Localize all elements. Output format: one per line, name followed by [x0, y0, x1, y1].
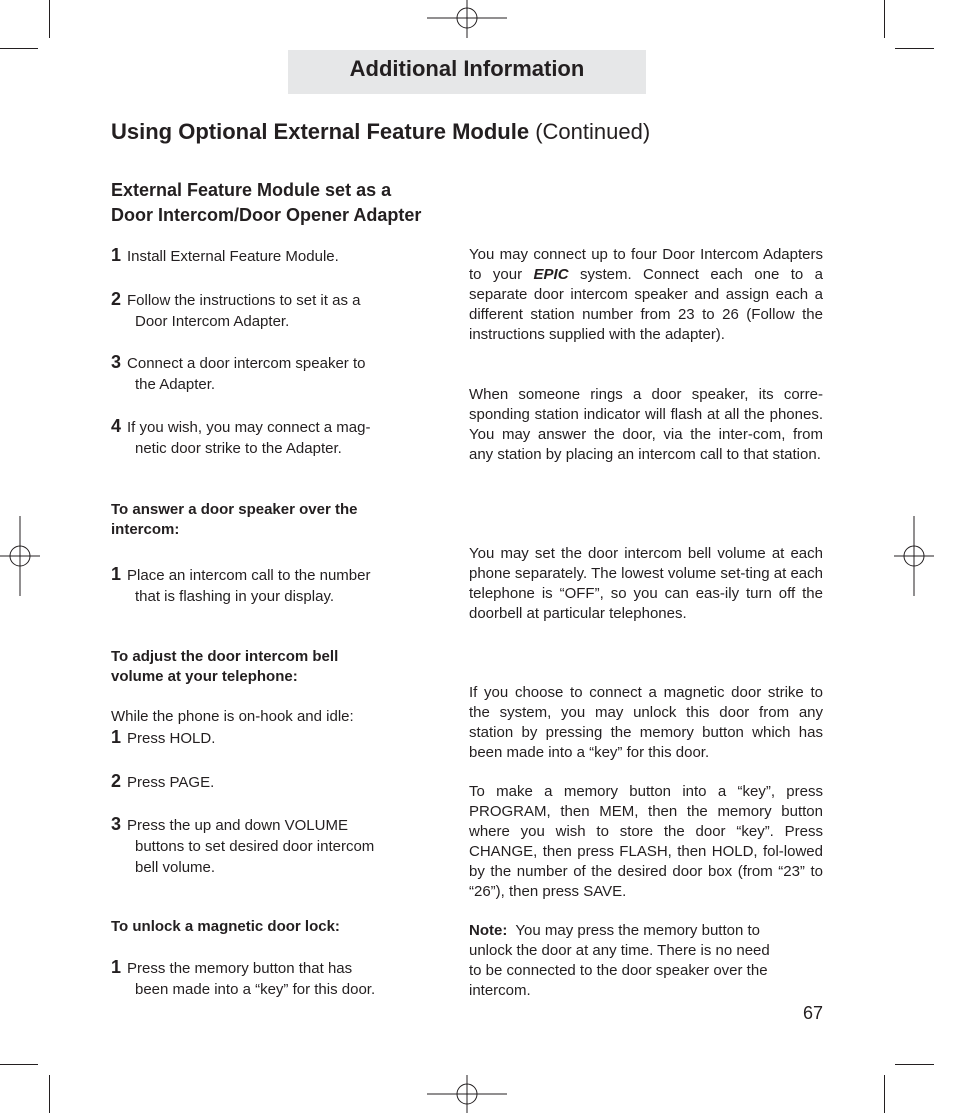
- adjust-step-1: [111, 727, 411, 749]
- adjust-intro: While the phone is on-hook and idle:: [111, 708, 354, 725]
- note-text: You may press the memory button to: [515, 922, 760, 939]
- install-step-2: [111, 289, 411, 332]
- page-number: 67: [802, 1003, 823, 1023]
- step-text: If you wish, you may connect a mag-: [127, 419, 371, 436]
- note: [469, 921, 823, 1001]
- header-title: Additional Information: [349, 56, 585, 81]
- step-text: Press the up and down VOLUME: [127, 817, 348, 834]
- step-text: Press the memory button that has: [127, 960, 353, 977]
- step-number: 2: [111, 289, 122, 309]
- step-text-continued: that is flashing in your display.: [135, 588, 334, 605]
- step-text-continued: Door Intercom Adapter.: [135, 313, 290, 330]
- answer-heading-line1: To answer a door speaker over the: [111, 501, 358, 518]
- step-text: Press HOLD.: [127, 730, 216, 747]
- step-number: 1: [111, 564, 122, 584]
- note-text: intercom.: [469, 982, 531, 999]
- step-text: Place an intercom call to the number: [127, 567, 371, 584]
- adjust-step-2: [111, 771, 411, 793]
- paragraph-text: system. Connect each one to a separate door intercom speaker and assign each a different station number from 23 to 26 (Follow the instructions supplied with the adapter).: [469, 266, 823, 343]
- paragraph-connect-adapters: [469, 245, 823, 345]
- paragraph-magnetic-strike: If you choose to connect a magnetic door strike to the system, you may unlock this door from any station by pressing the memory button which has been made into a “key” for this door.: [469, 684, 823, 761]
- section-title-line1: External Feature Module set as a: [111, 180, 392, 200]
- step-number: 3: [111, 352, 122, 372]
- step-text-continued: been made into a “key” for this door.: [135, 981, 376, 998]
- note-text: to be connected to the door speaker over the: [469, 962, 768, 979]
- step-text-continued: buttons to set desired door intercom: [135, 838, 375, 855]
- step-text-continued: netic door strike to the Adapter.: [135, 440, 342, 457]
- answer-heading: [111, 500, 411, 540]
- install-step-3: [111, 352, 411, 395]
- answer-step-1: [111, 564, 411, 607]
- answer-heading-line2: intercom:: [111, 521, 180, 538]
- step-text: Press PAGE.: [127, 774, 215, 791]
- step-number: 1: [111, 245, 122, 265]
- note-label: Note:: [469, 922, 508, 939]
- adjust-heading-line2: volume at your telephone:: [111, 668, 298, 685]
- page-title: [111, 117, 650, 147]
- unlock-heading: To unlock a magnetic door lock:: [111, 918, 340, 935]
- adjust-heading-line1: To adjust the door intercom bell: [111, 648, 339, 665]
- step-number: 3: [111, 814, 122, 834]
- install-step-1: [111, 245, 411, 267]
- adjust-step-3: [111, 814, 411, 878]
- step-text: Install External Feature Module.: [127, 248, 339, 265]
- step-text-continued: the Adapter.: [135, 376, 216, 393]
- unlock-step-1: [111, 957, 411, 1000]
- step-text: Connect a door intercom speaker to: [127, 355, 366, 372]
- step-text: Follow the instructions to set it as a: [127, 292, 361, 309]
- paragraph-text: You may connect up to four Door Intercom Adapters to your: [469, 246, 823, 283]
- brand-name: EPIC: [533, 266, 569, 283]
- paragraph-bell-volume: You may set the door intercom bell volume at each phone separately. The lowest volume set-ting at each telephone is “OFF”, so you can eas-ily turn off the doorbell at particular telephones.: [469, 545, 823, 622]
- step-number: 1: [111, 727, 122, 747]
- step-number: 1: [111, 957, 122, 977]
- page-title-bold: Using Optional External Feature Module: [111, 119, 530, 144]
- section-title-line2: Door Intercom/Door Opener Adapter: [111, 205, 422, 225]
- step-number: 2: [111, 771, 122, 791]
- step-text-continued: bell volume.: [135, 859, 216, 876]
- adjust-heading: [111, 647, 411, 687]
- paragraph-memory-key: To make a memory button into a “key”, press PROGRAM, then MEM, then the memory button where you wish to store the door “key”. Press CHANGE, then press FLASH, then HOLD, fol-lowed by the number of the desired door box (from “23” to “26”), then press SAVE.: [469, 783, 823, 900]
- section-title: [111, 178, 421, 228]
- step-number: 4: [111, 416, 122, 436]
- paragraph-door-ring: When someone rings a door speaker, its corre-sponding station indicator will flash at all the phones. You may answer the door, via the inter-com, from any station by placing an intercom call to that station.: [469, 386, 823, 463]
- page-title-continued: (Continued): [535, 119, 651, 144]
- note-text: unlock the door at any time. There is no need: [469, 942, 770, 959]
- install-step-4: [111, 416, 411, 459]
